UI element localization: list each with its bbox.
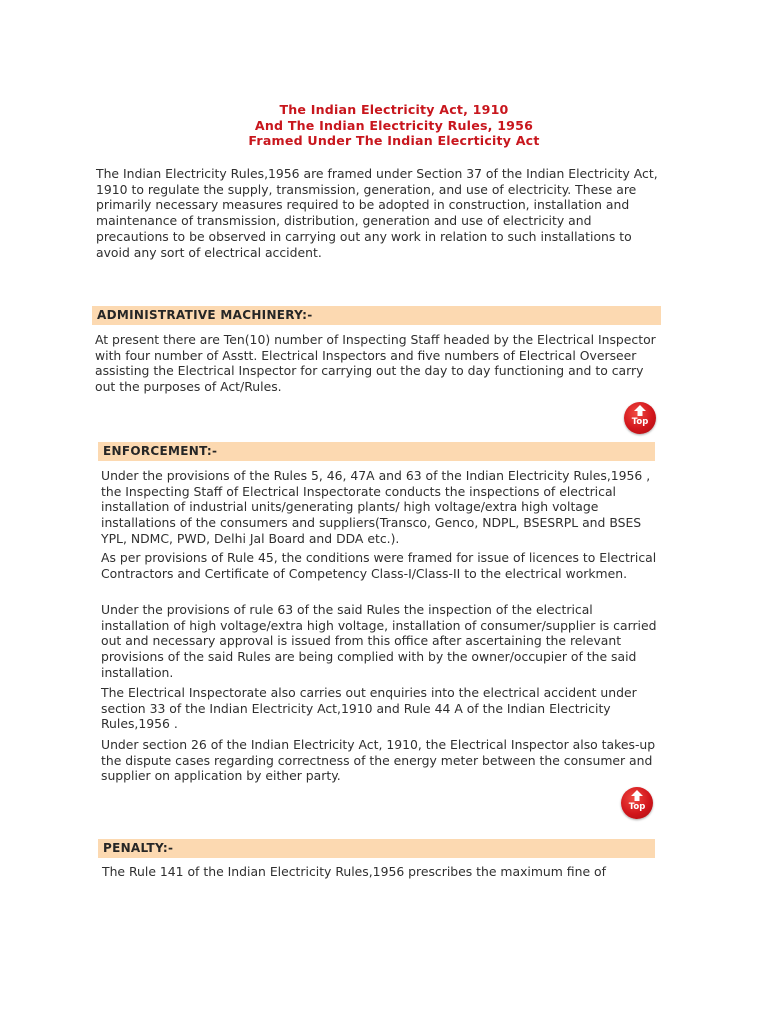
top-button-label: Top <box>628 802 646 812</box>
enforcement-paragraph-5: Under section 26 of the Indian Electricity Act, 1910, the Electrical Inspector also takes-up the dispute cases regarding correctness of the energy meter between the consumer and supplier on application by either party. <box>101 737 656 784</box>
administrative-paragraph: At present there are Ten(10) number of Inspecting Staff headed by the Electrical Inspector with four number of Asstt. Electrical Inspectors and five numbers of Electrical Overseer assisting the Electrical Inspector for carrying out the day to day functioning and to carry out the purposes of Act/Rules. <box>95 332 656 395</box>
up-arrow-icon <box>634 405 646 417</box>
title-line-2: And The Indian Electricity Rules, 1956 <box>254 117 534 133</box>
section-heading-administrative: ADMINISTRATIVE MACHINERY:- <box>92 306 661 325</box>
up-arrow-icon <box>631 790 643 802</box>
enforcement-paragraph-3: Under the provisions of rule 63 of the said Rules the inspection of the electrical installation of high voltage/extra high voltage, installation of consumer/supplier is carried out and necessary approval is issued from this office after ascertaining the relevant provisions of the said Rules are being complied with by the owner/occupier of the said installation. <box>101 602 657 680</box>
enforcement-paragraph-2: As per provisions of Rule 45, the conditions were framed for issue of licences to Electrical Contractors and Certificate of Competency Class-I/Class-II to the electrical workmen. <box>101 550 657 581</box>
section-heading-enforcement: ENFORCEMENT:- <box>98 442 655 461</box>
enforcement-paragraph-4: The Electrical Inspectorate also carries out enquiries into the electrical accident under section 33 of the Indian Electricity Act,1910 and Rule 44 A of the Indian Electricity Rules,1956 . <box>101 685 637 732</box>
penalty-paragraph: The Rule 141 of the Indian Electricity Rules,1956 prescribes the maximum fine of <box>102 864 606 879</box>
title-line-3: Framed Under The Indian Elecrticity Act <box>248 133 540 148</box>
back-to-top-button-1[interactable] <box>624 402 656 434</box>
section-heading-penalty: PENALTY:- <box>98 839 655 858</box>
top-button-label: Top <box>631 417 649 427</box>
enforcement-paragraph-1: Under the provisions of the Rules 5, 46, 47A and 63 of the Indian Electricity Rules,1956 , the Inspecting Staff of Electrical Inspectorate conducts the inspections of electrical installation of industrial units/generating plants/ high voltage/extra high voltage installations of the consumers and suppliers(Transco, Genco, NDPL, BSESRPL and BSES YPL, NDMC, PWD, Delhi Jal Board and DDA etc.). <box>101 468 651 546</box>
document-title <box>0 102 768 149</box>
title-line-1: The Indian Electricity Act, 1910 <box>279 102 509 117</box>
intro-paragraph: The Indian Electricity Rules,1956 are framed under Section 37 of the Indian Electricity Act, 1910 to regulate the supply, transmission, generation, and use of electricity. These are primarily necessary measures required to be adopted in construction, installation and maintenance of transmission, distribution, generation and use of electricity and precautions to be observed in carrying out any work in relation to such installations to avoid any sort of electrical accident. <box>96 166 658 260</box>
back-to-top-button-2[interactable] <box>621 787 653 819</box>
